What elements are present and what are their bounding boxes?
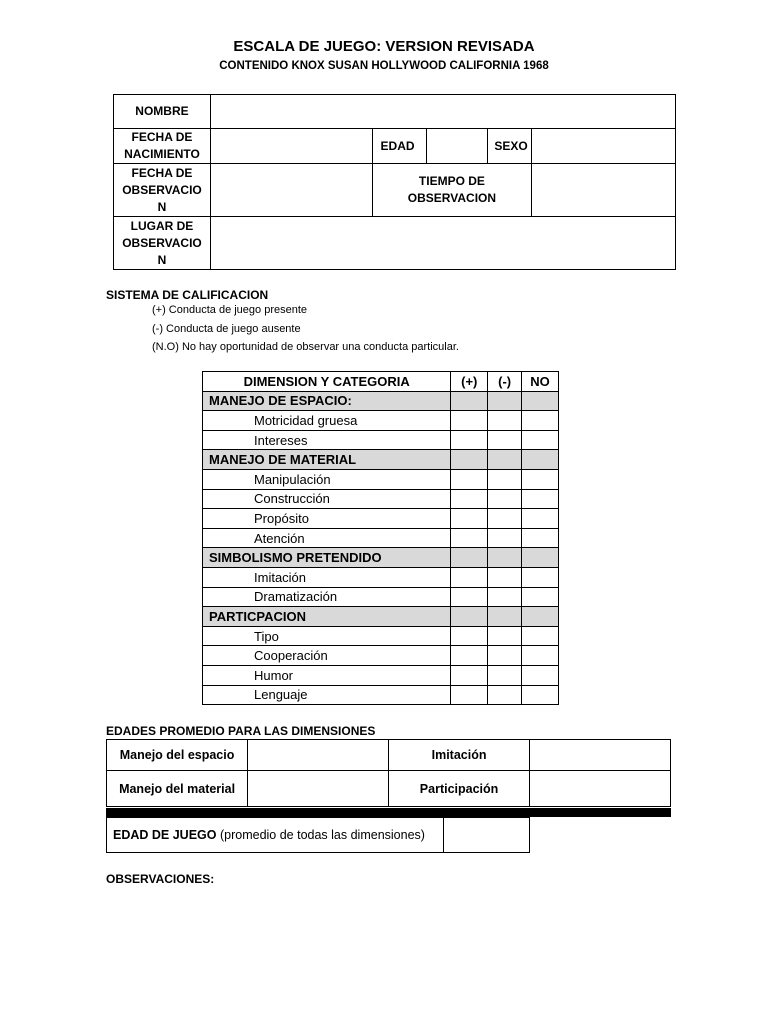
minus-cell[interactable]	[488, 646, 522, 666]
edad-juego-field[interactable]	[444, 818, 530, 853]
no-cell[interactable]	[522, 587, 559, 607]
separator-bar	[106, 808, 671, 817]
dimension-table	[202, 371, 559, 705]
header-no: NO	[522, 372, 559, 392]
manejo-material-field[interactable]	[248, 771, 389, 807]
plus-cell[interactable]	[451, 646, 488, 666]
minus-cell[interactable]	[488, 665, 522, 685]
no-cell[interactable]	[522, 489, 559, 509]
category-participacion: PARTICPACION	[203, 607, 451, 627]
plus-cell[interactable]	[451, 587, 488, 607]
category-manejo-material: MANEJO DE MATERIAL	[203, 450, 451, 470]
table-row	[203, 430, 559, 450]
plus-cell[interactable]	[451, 528, 488, 548]
minus-cell[interactable]	[488, 430, 522, 450]
identification-table	[113, 94, 676, 270]
plus-cell[interactable]	[451, 626, 488, 646]
scoring-item: (N.O) No hay oportunidad de observar una conducta particular.	[152, 341, 459, 353]
nombre-label: NOMBRE	[114, 95, 211, 129]
participacion-field[interactable]	[530, 771, 671, 807]
header-plus: (+)	[451, 372, 488, 392]
table-row	[203, 665, 559, 685]
minus-cell[interactable]	[488, 587, 522, 607]
no-cell[interactable]	[522, 509, 559, 529]
no-cell[interactable]	[522, 469, 559, 489]
minus-cell[interactable]	[488, 528, 522, 548]
item-label: Manipulación	[203, 469, 451, 489]
observaciones-label: OBSERVACIONES:	[106, 872, 215, 886]
ages-title: EDADES PROMEDIO PARA LAS DIMENSIONES	[106, 724, 376, 738]
plus-cell[interactable]	[451, 469, 488, 489]
sexo-label: SEXO	[488, 129, 532, 164]
minus-cell[interactable]	[488, 469, 522, 489]
manejo-espacio-label: Manejo del espacio	[107, 740, 248, 771]
minus-cell[interactable]	[488, 509, 522, 529]
scoring-title: SISTEMA DE CALIFICACION	[106, 288, 269, 302]
fecha-observacion-label: FECHA DE OBSERVACIO N	[114, 164, 211, 217]
edad-juego-table	[106, 817, 530, 853]
item-label: Cooperación	[203, 646, 451, 666]
lugar-observacion-field[interactable]	[210, 217, 675, 270]
table-row	[203, 528, 559, 548]
no-cell[interactable]	[522, 430, 559, 450]
lugar-observacion-label: LUGAR DE OBSERVACIO N	[114, 217, 211, 270]
no-cell[interactable]	[522, 646, 559, 666]
fecha-observacion-field[interactable]	[210, 164, 372, 217]
no-cell[interactable]	[522, 528, 559, 548]
scoring-item: (-) Conducta de juego ausente	[152, 323, 301, 335]
table-row	[203, 509, 559, 529]
nombre-field[interactable]	[210, 95, 675, 129]
edad-field[interactable]	[426, 129, 488, 164]
plus-cell[interactable]	[451, 411, 488, 431]
header-minus: (-)	[488, 372, 522, 392]
item-label: Motricidad gruesa	[203, 411, 451, 431]
header-dimension: DIMENSION Y CATEGORIA	[203, 372, 451, 392]
item-label: Imitación	[203, 567, 451, 587]
plus-cell[interactable]	[451, 665, 488, 685]
edad-juego-label: EDAD DE JUEGO (promedio de todas las dimensiones)	[107, 818, 444, 853]
scoring-item: (+) Conducta de juego presente	[152, 304, 308, 316]
table-row	[203, 646, 559, 666]
plus-cell[interactable]	[451, 567, 488, 587]
imitacion-label: Imitación	[388, 740, 529, 771]
item-label: Humor	[203, 665, 451, 685]
item-label: Propósito	[203, 509, 451, 529]
minus-cell[interactable]	[488, 685, 522, 705]
item-label: Lenguaje	[203, 685, 451, 705]
manejo-espacio-field[interactable]	[248, 740, 389, 771]
item-label: Dramatización	[203, 587, 451, 607]
minus-cell[interactable]	[488, 626, 522, 646]
no-cell[interactable]	[522, 665, 559, 685]
minus-cell[interactable]	[488, 411, 522, 431]
edad-label: EDAD	[372, 129, 426, 164]
participacion-label: Participación	[388, 771, 529, 807]
plus-cell[interactable]	[451, 509, 488, 529]
page-subtitle: CONTENIDO KNOX SUSAN HOLLYWOOD CALIFORNIA 1968	[219, 60, 549, 72]
manejo-material-label: Manejo del material	[107, 771, 248, 807]
tiempo-observacion-field[interactable]	[532, 164, 676, 217]
category-simbolismo: SIMBOLISMO PRETENDIDO	[203, 548, 451, 568]
page-title: ESCALA DE JUEGO: VERSION REVISADA	[233, 38, 535, 55]
fecha-nacimiento-label: FECHA DE NACIMIENTO	[114, 129, 211, 164]
no-cell[interactable]	[522, 685, 559, 705]
item-label: Atención	[203, 528, 451, 548]
table-row	[203, 626, 559, 646]
category-manejo-espacio: MANEJO DE ESPACIO:	[203, 391, 451, 411]
table-row	[203, 411, 559, 431]
plus-cell[interactable]	[451, 489, 488, 509]
no-cell[interactable]	[522, 626, 559, 646]
tiempo-observacion-label: TIEMPO DE OBSERVACION	[372, 164, 532, 217]
minus-cell[interactable]	[488, 567, 522, 587]
table-row	[203, 587, 559, 607]
table-row	[203, 489, 559, 509]
averages-table	[106, 739, 671, 807]
minus-cell[interactable]	[488, 489, 522, 509]
sexo-field[interactable]	[532, 129, 676, 164]
no-cell[interactable]	[522, 567, 559, 587]
item-label: Intereses	[203, 430, 451, 450]
table-row	[203, 567, 559, 587]
table-row	[203, 469, 559, 489]
fecha-nacimiento-field[interactable]	[210, 129, 372, 164]
item-label: Tipo	[203, 626, 451, 646]
plus-cell[interactable]	[451, 430, 488, 450]
plus-cell[interactable]	[451, 685, 488, 705]
imitacion-field[interactable]	[530, 740, 671, 771]
no-cell[interactable]	[522, 411, 559, 431]
item-label: Construcción	[203, 489, 451, 509]
table-row	[203, 685, 559, 705]
